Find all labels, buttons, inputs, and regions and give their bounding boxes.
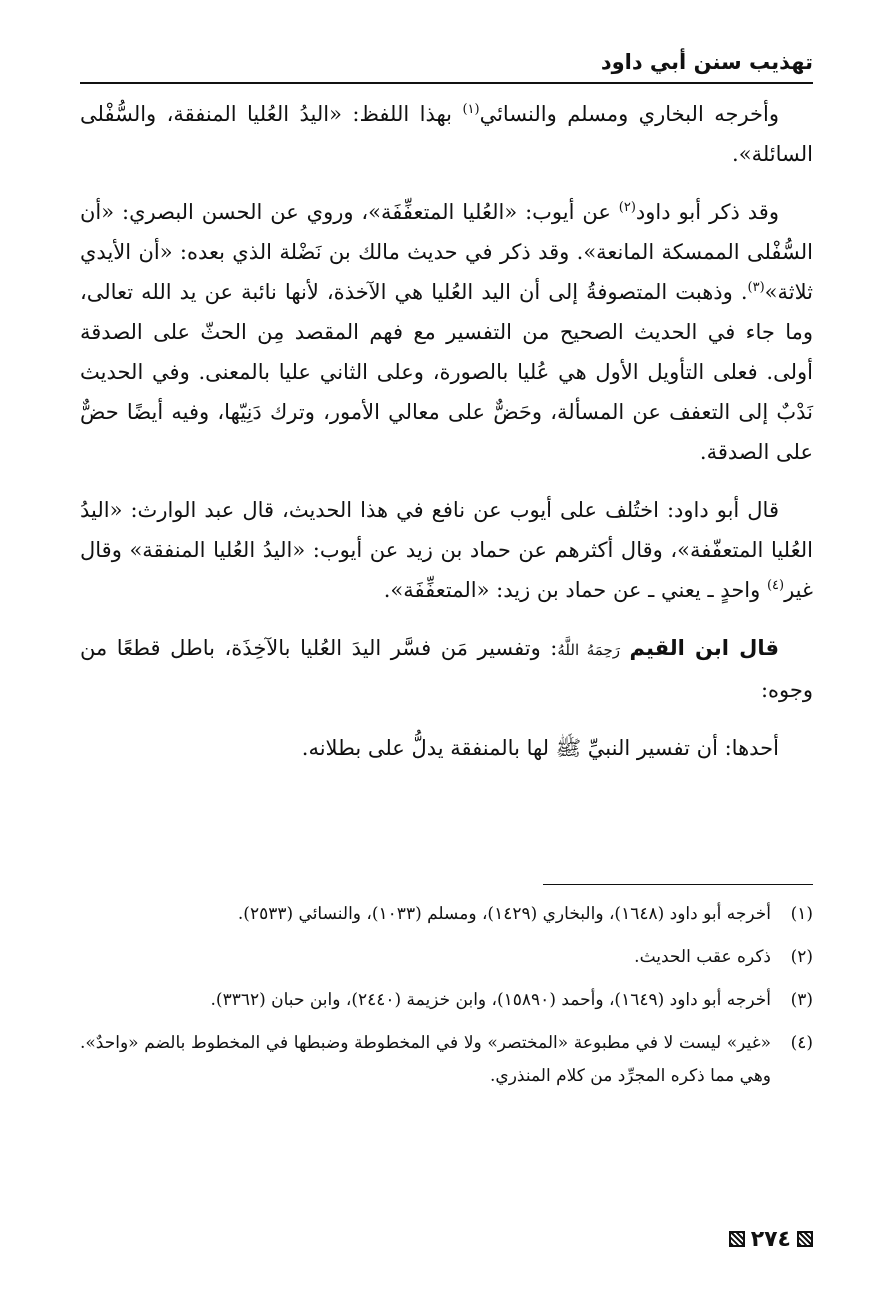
footnote-number: (٢)	[790, 947, 813, 967]
paragraph-text: . وذهبت المتصوفةُ إلى أن اليد العُليا هي الآخذة، لأنها نائبة عن يد الله تعالى، وما جاء في الحديث الصحيح من التفسير مع فهم المقصد مِن الحثّ على الصدقة أولى. فعلى التأويل الأول هي عُليا بالصورة، وعلى الثاني عليا بالمعنى. وفي الحديث نَدْبٌ إلى التعفف عن المسألة، وحَضٌّ على معالي الأمور، وترك دَنِيّها، وفيه أيضًا حضٌّ على الصدقة.	[80, 280, 813, 464]
paragraph-text: : وتفسير مَن فسَّر اليدَ العُليا بالآخِذَة، باطل قطعًا من وجوه:	[80, 636, 813, 702]
speaker-name: قال ابن القيم	[629, 636, 779, 660]
footnote-item	[80, 984, 813, 1017]
paragraph-text: بهذا اللفظ: «اليدُ العُليا المنفقة، والسُّفْلى السائلة».	[80, 102, 813, 166]
footnote-reference[interactable]: (٣)	[747, 280, 765, 295]
footnote-reference[interactable]: (٢)	[618, 200, 636, 215]
ornament-icon	[729, 1231, 745, 1247]
footnote-number: (١)	[790, 904, 813, 924]
running-header: تهذيب سنن أبي داود	[600, 50, 813, 74]
footnote-number: (٣)	[790, 990, 813, 1010]
paragraph-3	[80, 490, 813, 610]
paragraph-text: واحدٍ ـ يعني ـ عن حماد بن زيد: «المتعفِّفَة».	[383, 578, 767, 602]
footnote-number: (٤)	[790, 1033, 813, 1053]
paragraph-text: عن أيوب: «العُليا المتعفِّفَة»، وروي عن الحسن البصري: «أن السُّفْلى الممسكة المانعة». وقد ذكر في حديث مالك بن نَضْلة الذي بعده: «أن الأيدي ثلاثة»	[80, 200, 813, 304]
paragraph-text: وقد ذكر أبو داود	[635, 200, 779, 224]
footnote-item	[80, 1027, 813, 1093]
footnote-text: أخرجه أبو داود (١٦٤٨)، والبخاري (١٤٢٩)، ومسلم (١٠٣٣)، والنسائي (٢٥٣٣).	[237, 904, 771, 924]
paragraph-text: أحدها: أن تفسير النبيِّ ﷺ لها بالمنفقة يدلُّ على بطلانه.	[301, 736, 779, 760]
paragraph-5	[80, 728, 813, 768]
page-number-block	[729, 1222, 813, 1256]
footnote-reference[interactable]: (٤)	[766, 578, 785, 593]
paragraph-2	[80, 192, 813, 472]
footnote-text: ذكره عقب الحديث.	[634, 947, 771, 967]
footnote-item	[80, 898, 813, 931]
footnote-item	[80, 941, 813, 974]
footnote-separator	[543, 884, 813, 885]
paragraph-1	[80, 94, 813, 174]
header-rule	[80, 82, 813, 84]
footnote-text: «غير» ليست لا في مطبوعة «المختصر» ولا في المخطوطة وضبطها في المخطوط بالضم «واحدٌ». وهي مما ذكره المجرِّد من كلام المنذري.	[80, 1033, 771, 1086]
footnote-reference[interactable]: (١)	[462, 102, 480, 117]
paragraph-text: وأخرجه البخاري ومسلم والنسائي	[479, 102, 779, 126]
paragraph-4	[80, 628, 813, 710]
paragraph-text: قال أبو داود: اختُلف على أيوب عن نافع في هذا الحديث، قال عبد الوارث: «اليدُ العُليا المتعفّفة»، وقال أكثرهم عن حماد بن زيد عن أيوب: «اليدُ العُليا المنفقة» وقال غير	[80, 498, 813, 602]
page-number: ٢٧٤	[750, 1226, 791, 1252]
honorific: رَحِمَهُ اللَّهُ	[557, 641, 620, 659]
ornament-icon	[797, 1231, 813, 1247]
main-text	[80, 94, 813, 786]
footnote-text: أخرجه أبو داود (١٦٤٩)، وأحمد (١٥٨٩٠)، وابن خزيمة (٢٤٤٠)، وابن حبان (٣٣٦٢).	[210, 990, 771, 1010]
footnotes	[80, 898, 813, 1103]
